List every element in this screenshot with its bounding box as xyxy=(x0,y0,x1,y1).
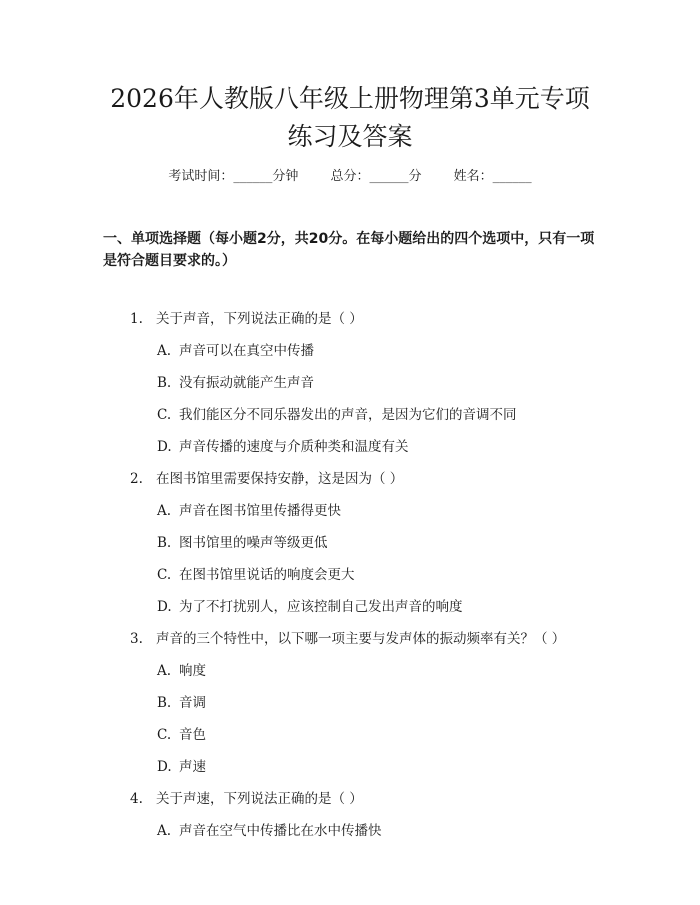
option-text: 我们能区分不同乐器发出的声音，是因为它们的音调不同 xyxy=(179,407,517,423)
option-1d xyxy=(157,437,409,457)
option-text: 音调 xyxy=(179,695,206,711)
option-text: 没有振动就能产生声音 xyxy=(179,375,314,391)
question-number: 3. xyxy=(130,631,143,647)
option-text: 音色 xyxy=(179,727,206,743)
question-2 xyxy=(130,469,403,489)
option-text: 图书馆里的噪声等级更低 xyxy=(179,535,328,551)
option-letter: A. xyxy=(157,343,172,359)
option-2c xyxy=(157,565,355,585)
title-line-2: 练习及答案 xyxy=(287,122,413,151)
question-text: 在图书馆里需要保持安静，这是因为（ ） xyxy=(156,471,404,487)
option-2d xyxy=(157,597,463,617)
option-3d xyxy=(157,757,206,777)
option-1b xyxy=(157,373,314,393)
option-text: 声音可以在真空中传播 xyxy=(179,343,314,359)
question-text: 声音的三个特性中，以下哪一项主要与发声体的振动频率有关？（ ） xyxy=(156,631,566,647)
question-3 xyxy=(130,629,565,649)
option-text: 在图书馆里说话的响度会更大 xyxy=(179,567,355,583)
option-letter: B. xyxy=(157,695,172,711)
option-text: 响度 xyxy=(179,663,206,679)
option-3b xyxy=(157,693,206,713)
option-letter: D. xyxy=(157,759,172,775)
exam-time: 考试时间：______分钟 xyxy=(168,169,299,184)
option-text: 声速 xyxy=(179,759,206,775)
document-title xyxy=(0,80,700,156)
question-1 xyxy=(130,309,363,329)
option-letter: C. xyxy=(157,727,172,743)
title-line-1: 2026年人教版八年级上册物理第3单元专项 xyxy=(110,84,590,113)
option-2b xyxy=(157,533,328,553)
question-number: 4. xyxy=(130,791,143,807)
option-letter: A. xyxy=(157,503,172,519)
option-3c xyxy=(157,725,206,745)
option-text: 声音在图书馆里传播得更快 xyxy=(179,503,341,519)
option-letter: C. xyxy=(157,407,172,423)
option-text: 声音在空气中传播比在水中传播快 xyxy=(179,823,382,839)
option-letter: D. xyxy=(157,439,172,455)
exam-meta xyxy=(0,168,700,186)
question-4 xyxy=(130,789,363,809)
option-letter: A. xyxy=(157,663,172,679)
option-text: 声音传播的速度与介质种类和温度有关 xyxy=(179,439,409,455)
option-3a xyxy=(157,661,206,681)
option-1a xyxy=(157,341,314,361)
option-letter: B. xyxy=(157,535,172,551)
question-number: 1. xyxy=(130,311,143,327)
option-letter: B. xyxy=(157,375,172,391)
question-text: 关于声音，下列说法正确的是（ ） xyxy=(156,311,363,327)
option-1c xyxy=(157,405,517,425)
option-2a xyxy=(157,501,341,521)
option-4a xyxy=(157,821,382,841)
student-name: 姓名：______ xyxy=(453,169,532,184)
option-text: 为了不打扰别人，应该控制自己发出声音的响度 xyxy=(179,599,463,615)
option-letter: A. xyxy=(157,823,172,839)
option-letter: C. xyxy=(157,567,172,583)
option-letter: D. xyxy=(157,599,172,615)
section-heading: 一、单项选择题（每小题2分，共20分。在每小题给出的四个选项中，只有一项是符合题目要求的。） xyxy=(103,231,595,269)
question-text: 关于声速，下列说法正确的是（ ） xyxy=(156,791,363,807)
question-number: 2. xyxy=(130,471,143,487)
total-score: 总分：______分 xyxy=(330,169,422,184)
